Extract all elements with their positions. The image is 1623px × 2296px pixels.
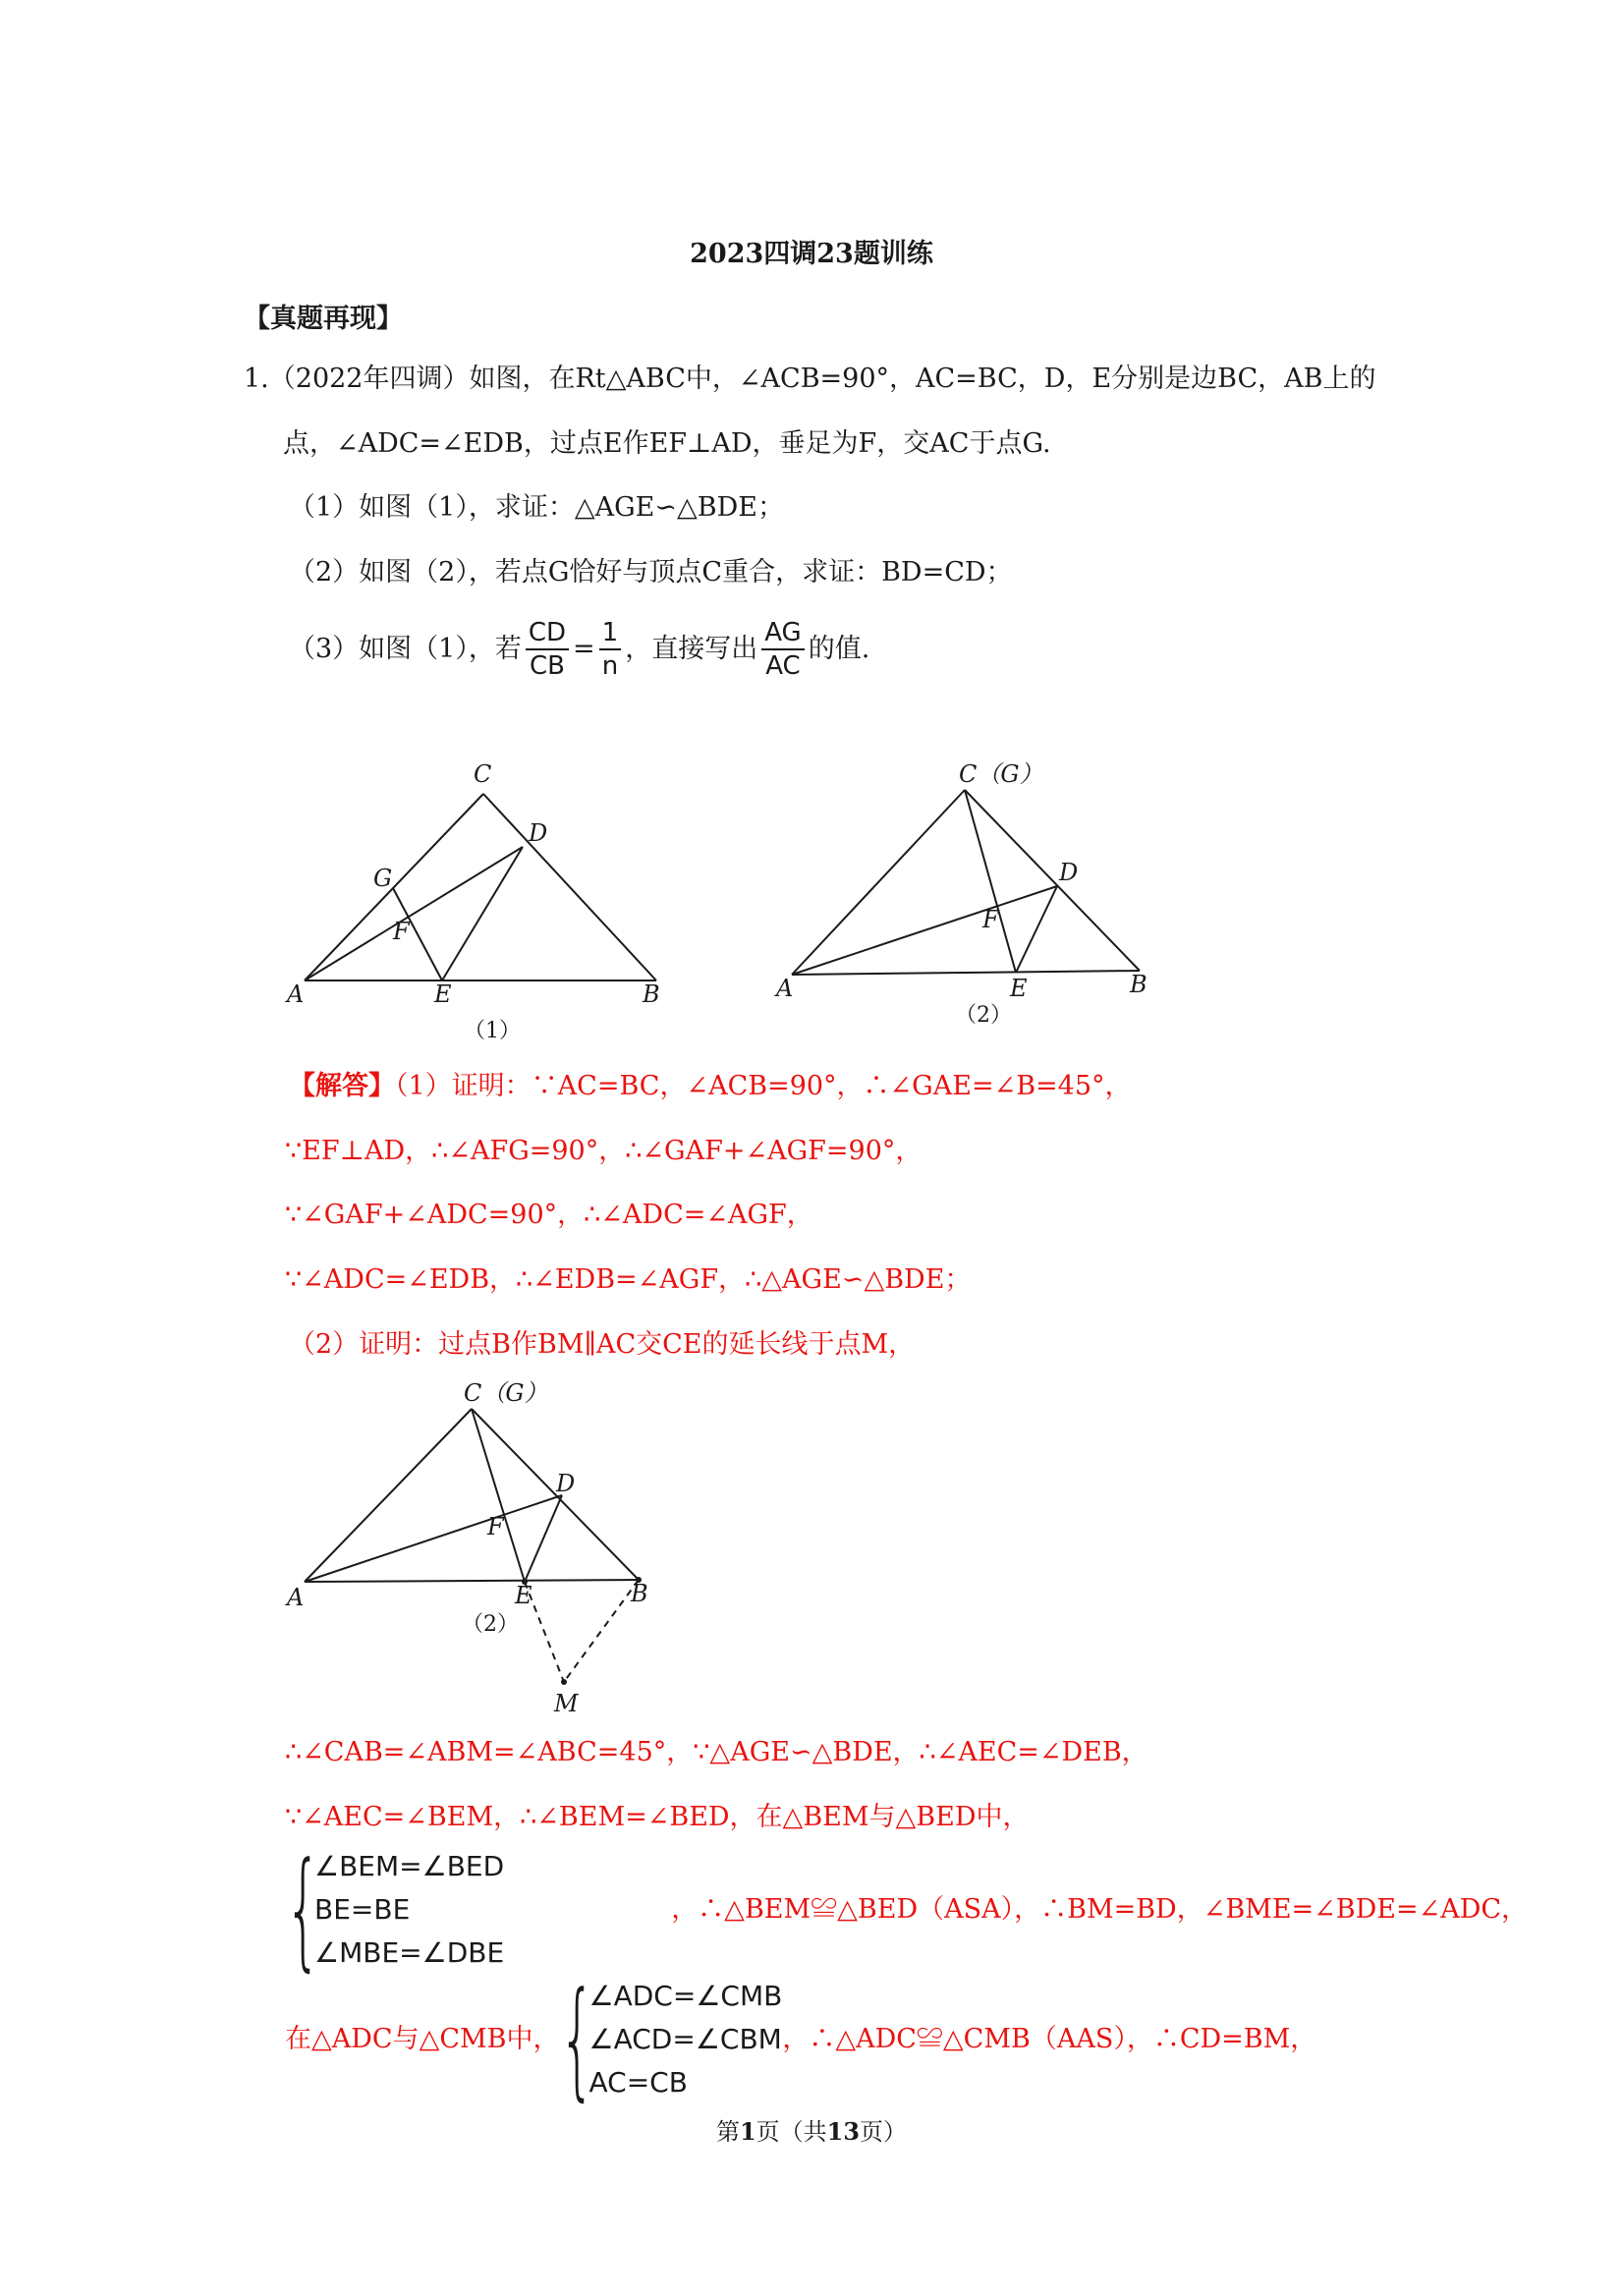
label-cg: C（G） bbox=[959, 760, 1043, 788]
solution-line-1 bbox=[289, 1067, 1132, 1106]
system-row: ∠ACD=∠CBM bbox=[588, 2023, 782, 2055]
question-3 bbox=[289, 617, 869, 682]
label-a: A bbox=[287, 1584, 305, 1611]
figure-2 bbox=[766, 756, 1179, 1041]
label-e: E bbox=[515, 1582, 532, 1609]
label-b: B bbox=[631, 1580, 648, 1607]
solution-line-6: ∴∠CAB=∠ABM=∠ABC=45°，∵△AGE∽△BDE，∴∠AEC=∠DEB， bbox=[285, 1737, 1148, 1767]
system-row: AC=CB bbox=[588, 2066, 688, 2099]
solution-line-7: ∵∠AEC=∠BEM，∴∠BEM=∠BED，在△BEM与△BED中， bbox=[285, 1802, 1030, 1832]
label-d: D bbox=[1059, 859, 1079, 886]
system-row: ∠BEM=∠BED bbox=[314, 1850, 505, 1882]
label-c: C bbox=[474, 760, 492, 788]
equation-system-2 bbox=[559, 1964, 783, 2113]
solution-line-1-text: （1）证明：∵AC=BC，∠ACB=90°，∴∠GAE=∠B=45°， bbox=[395, 1071, 1132, 1101]
fraction-denominator: AC bbox=[765, 651, 801, 681]
footer-text: 页（共 bbox=[756, 2118, 827, 2146]
footer-text: 第 bbox=[715, 2118, 740, 2146]
fraction-denominator: n bbox=[601, 651, 619, 681]
solution-line-8: ，∴△BEM≌△BED（ASA），∴BM=BD，∠BME=∠BDE=∠ADC， bbox=[671, 1894, 1529, 1925]
label-a: A bbox=[287, 980, 305, 1008]
fraction-numerator: 1 bbox=[599, 617, 622, 650]
label-a: A bbox=[776, 975, 794, 1002]
fraction-cd-cb bbox=[526, 617, 569, 682]
solution-line-9-prefix: 在△ADC与△CMB中， bbox=[285, 2024, 560, 2054]
equation-system-1 bbox=[285, 1834, 505, 1984]
equals-sign: = bbox=[573, 634, 595, 664]
system-rows bbox=[588, 1975, 782, 2104]
figure-caption: （2） bbox=[462, 1612, 519, 1637]
figure-caption: （1） bbox=[464, 1019, 521, 1043]
solution-line-9-suffix: ，∴△ADC≌△CMB（AAS），∴CD=BM， bbox=[782, 2024, 1317, 2054]
page-total: 13 bbox=[826, 2117, 861, 2146]
figure-caption: （2） bbox=[955, 1003, 1012, 1028]
problem-line-2: 点，∠ADC=∠EDB，过点E作EF⊥AD，垂足为F，交AC于点G. bbox=[283, 428, 1051, 459]
footer-text: 页） bbox=[860, 2118, 908, 2146]
figure-3 bbox=[275, 1373, 688, 1727]
fraction-numerator: CD bbox=[526, 617, 569, 650]
solution-line-2: ∵EF⊥AD，∴∠AFG=90°，∴∠GAF+∠AGF=90°， bbox=[285, 1136, 923, 1166]
label-g: G bbox=[373, 865, 393, 892]
solution-line-3: ∵∠GAF+∠ADC=90°，∴∠ADC=∠AGF， bbox=[285, 1200, 813, 1230]
brace-icon: { bbox=[559, 1964, 596, 2113]
label-f: F bbox=[393, 918, 410, 945]
solution-line-4: ∵∠ADC=∠EDB，∴∠EDB=∠AGF，∴△AGE∽△BDE； bbox=[285, 1264, 972, 1295]
question-2: （2）如图（2），若点G恰好与顶点C重合，求证：BD=CD； bbox=[289, 557, 1013, 588]
label-cg: C（G） bbox=[464, 1379, 548, 1407]
solution-line-5: （2）证明：过点B作BM∥AC交CE的延长线于点M， bbox=[289, 1329, 916, 1360]
fraction-denominator: CB bbox=[529, 651, 565, 681]
fraction-numerator: AG bbox=[761, 617, 804, 650]
problem-line-1: 1.（2022年四调）如图，在Rt△ABC中，∠ACB=90°，AC=BC，D，E分别是边BC，AB上的 bbox=[244, 364, 1376, 394]
solution-tag: 【解答】 bbox=[289, 1071, 395, 1101]
label-f: F bbox=[982, 906, 999, 933]
system-row: BE=BE bbox=[314, 1893, 411, 1926]
question-1: （1）如图（1），求证：△AGE∽△BDE； bbox=[289, 492, 784, 523]
congruence-block-1 bbox=[285, 1834, 1529, 1984]
label-d: D bbox=[529, 819, 548, 847]
label-e: E bbox=[434, 980, 452, 1008]
q3-mid: ，直接写出 bbox=[625, 634, 758, 664]
label-d: D bbox=[556, 1470, 576, 1497]
system-row: ∠ADC=∠CMB bbox=[588, 1980, 783, 2012]
label-b: B bbox=[643, 980, 660, 1008]
page-number: 1 bbox=[739, 2117, 756, 2146]
fraction-1-n bbox=[599, 617, 622, 682]
label-e: E bbox=[1010, 975, 1028, 1002]
q3-prefix: （3）如图（1），若 bbox=[289, 634, 522, 664]
label-m: M bbox=[554, 1690, 579, 1717]
fraction-ag-ac bbox=[761, 617, 804, 682]
figure-1 bbox=[275, 756, 688, 1051]
brace-icon: { bbox=[285, 1834, 322, 1984]
label-b: B bbox=[1130, 971, 1147, 998]
system-rows bbox=[314, 1845, 504, 1975]
system-row: ∠MBE=∠DBE bbox=[314, 1936, 505, 1969]
label-f: F bbox=[487, 1513, 504, 1540]
q3-suffix: 的值. bbox=[808, 634, 870, 664]
congruence-block-2 bbox=[285, 1964, 1317, 2113]
page-title: 2023四调23题训练 bbox=[690, 239, 933, 269]
section-heading: 【真题再现】 bbox=[244, 304, 403, 334]
page-footer bbox=[0, 2112, 1623, 2147]
